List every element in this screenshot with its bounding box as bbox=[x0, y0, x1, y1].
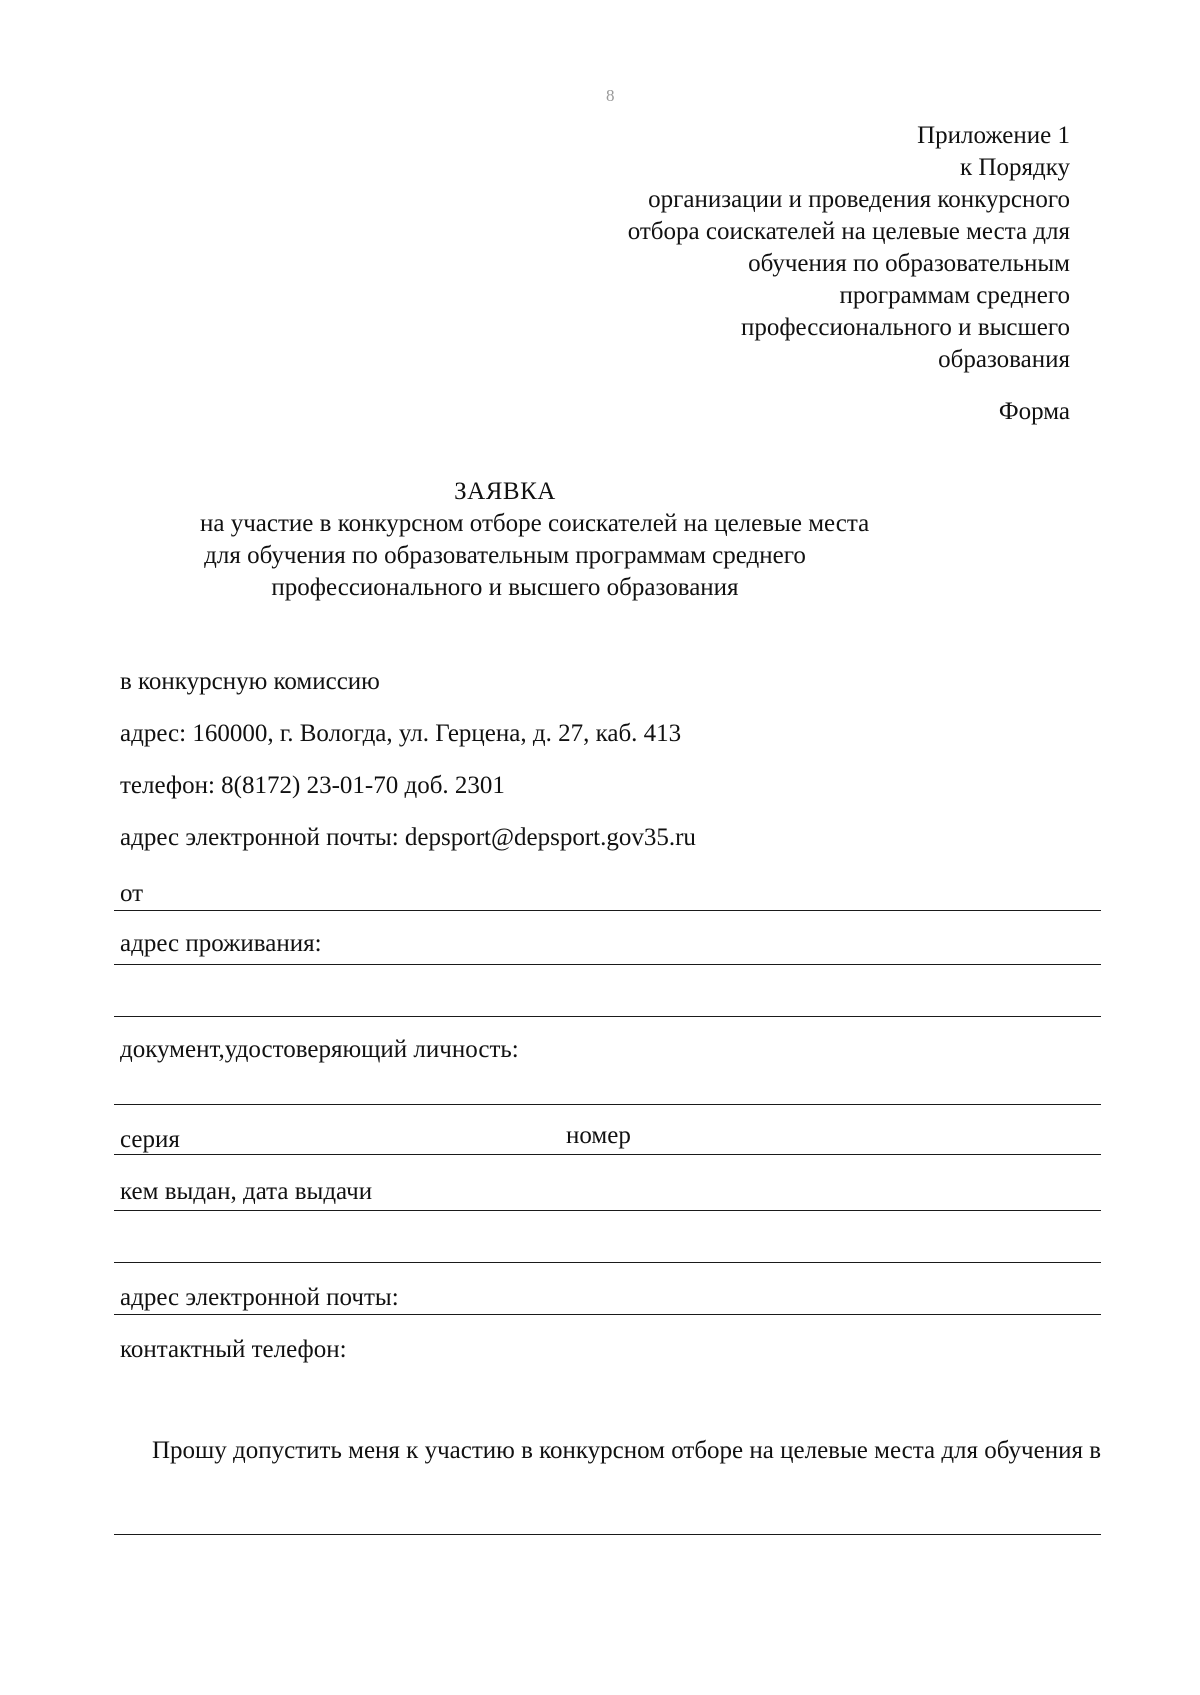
page-number: 8 bbox=[606, 86, 615, 105]
document-subtitle-line: профессионального и высшего образования bbox=[271, 574, 739, 601]
residence-line[interactable] bbox=[114, 964, 1101, 965]
appendix-line: Приложение 1 bbox=[917, 122, 1070, 149]
recipient-email: адрес электронной почты: depsport@depsport.gov35.ru bbox=[120, 824, 696, 851]
document-subtitle-line: для обучения по образовательным программам среднего bbox=[204, 542, 806, 569]
residence-label: адрес проживания: bbox=[120, 930, 322, 957]
residence-line-2[interactable] bbox=[114, 1016, 1101, 1017]
recipient-commission: в конкурсную комиссию bbox=[120, 668, 380, 695]
document-subtitle-line: на участие в конкурсном отборе соискателей на целевые места bbox=[200, 510, 870, 537]
form-label: Форма bbox=[998, 398, 1070, 425]
series-label: серия bbox=[120, 1126, 180, 1153]
appendix-line: профессионального и высшего bbox=[740, 314, 1070, 341]
document-heading bbox=[200, 476, 870, 604]
appendix-line: организации и проведения конкурсного bbox=[648, 186, 1070, 213]
number-label: номер bbox=[566, 1122, 631, 1149]
applicant-email-label: адрес электронной почты: bbox=[120, 1284, 399, 1311]
issued-by-label: кем выдан, дата выдачи bbox=[120, 1178, 373, 1205]
from-label: от bbox=[120, 880, 144, 907]
series-number-line[interactable] bbox=[114, 1154, 1101, 1155]
applicant-phone-label: контактный телефон: bbox=[120, 1336, 347, 1363]
id-document-label: документ,удостоверяющий личность: bbox=[120, 1036, 519, 1063]
education-organization-line[interactable] bbox=[114, 1534, 1101, 1535]
applicant-email-line[interactable] bbox=[114, 1314, 1101, 1315]
request-text: Прошу допустить меня к участию в конкурсном отборе на целевые места для обучения в bbox=[152, 1437, 1102, 1464]
appendix-line: программам среднего bbox=[839, 282, 1070, 309]
recipient-phone: телефон: 8(8172) 23-01-70 доб. 2301 bbox=[120, 772, 505, 799]
appendix-line: к Порядку bbox=[960, 154, 1070, 181]
appendix-line: отбора соискателей на целевые места для bbox=[627, 218, 1070, 245]
from-line[interactable] bbox=[114, 910, 1101, 911]
appendix-line: образования bbox=[938, 346, 1070, 373]
issued-by-line-2[interactable] bbox=[114, 1262, 1101, 1263]
document-title: ЗАЯВКА bbox=[454, 478, 556, 505]
recipient-address: адрес: 160000, г. Вологда, ул. Герцена, д. 27, каб. 413 bbox=[120, 720, 682, 747]
appendix-line: обучения по образовательным bbox=[748, 250, 1070, 277]
id-document-line[interactable] bbox=[114, 1104, 1101, 1105]
issued-by-line[interactable] bbox=[114, 1210, 1101, 1211]
appendix-header bbox=[530, 120, 1070, 376]
request-paragraph bbox=[120, 1432, 1105, 1470]
